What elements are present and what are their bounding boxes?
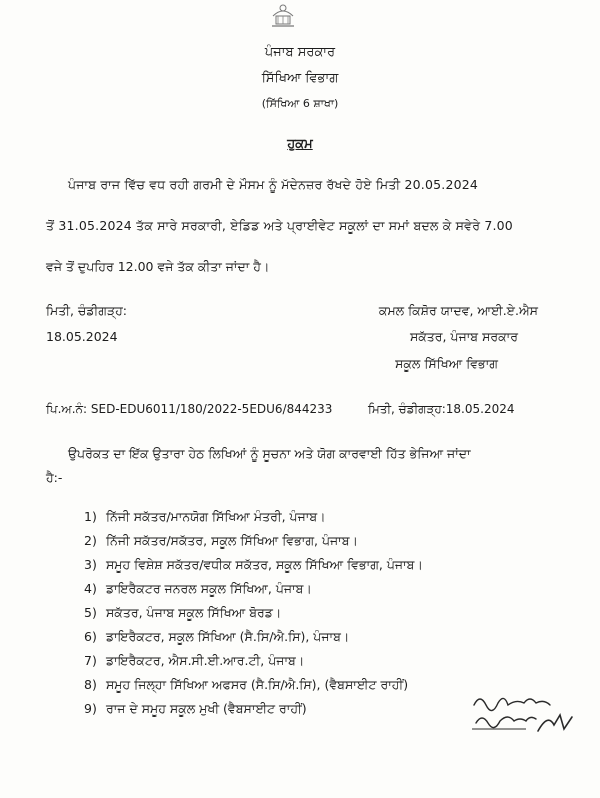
superintendent-signature-stamp [466,683,586,743]
list-item: 3) ਸਮੂਹ ਵਿਸ਼ੇਸ਼ ਸਕੱਤਰ/ਵਧੀਕ ਸਕੱਤਰ, ਸਕੂਲ ਸਿੱਖਿਆ ਵਿਭਾਗ, ਪੰਜਾਬ। [84,557,423,572]
order-body-line-3: ਵਜੇ ਤੋਂ ਦੁਪਹਿਰ 12.00 ਵਜੇ ਤੱਕ ਕੀਤਾ ਜਾਂਦਾ ਹੈ। [46,259,270,274]
list-item: 9) ਰਾਜ ਦੇ ਸਮੂਹ ਸਕੂਲ ਮੁਖੀ (ਵੈਬਸਾਈਟ ਰਾਹੀਂ) [84,701,307,716]
order-date: 18.05.2024 [46,329,118,344]
list-item: 7) ਡਾਇਰੈਕਟਰ, ਐਸ.ਸੀ.ਈ.ਆਰ.ਟੀ, ਪੰਜਾਬ। [84,653,305,668]
signatory-designation: ਸਕੱਤਰ, ਪੰਜਾਬ ਸਰਕਾਰ [409,329,518,344]
order-body-line-1: ਪੰਜਾਬ ਰਾਜ ਵਿੱਚ ਵਧ ਰਹੀ ਗਰਮੀ ਦੇ ਮੌਸਮ ਨੂੰ ਮੱਦੇਨਜ਼ਰ ਰੱਖਦੇ ਹੋਏ ਮਿਤੀ 20.05.2024 [68,177,479,192]
header-government: ਪੰਜਾਬ ਸਰਕਾਰ [264,45,336,60]
government-emblem-icon [263,2,303,32]
forwarding-text-line-2: ਹੈ:- [46,470,63,485]
list-item: 5) ਸਕੱਤਰ, ਪੰਜਾਬ ਸਕੂਲ ਸਿੱਖਿਆ ਬੋਰਡ। [84,605,282,620]
header-branch: (ਸਿੱਖਿਆ 6 ਸ਼ਾਖਾ) [261,97,339,110]
order-body-line-2: ਤੋਂ 31.05.2024 ਤੱਕ ਸਾਰੇ ਸਰਕਾਰੀ, ਏਡਿਡ ਅਤੇ ਪ੍ਰਾਈਵੇਟ ਸਕੂਲਾਂ ਦਾ ਸਮਾਂ ਬਦਲ ਕੇ ਸਵੇਰੇ 7.00 [46,218,513,233]
place-date-label: ਮਿਤੀ, ਚੰਡੀਗੜ੍ਹ: [46,303,128,318]
list-item: 6) ਡਾਇਰੈਕਟਰ, ਸਕੂਲ ਸਿੱਖਿਆ (ਸੈ.ਸਿ/ਐ.ਸਿ), ਪੰਜਾਬ। [84,629,350,644]
list-item: 1) ਨਿੱਜੀ ਸਕੱਤਰ/ਮਾਨਯੋਗ ਸਿੱਖਿਆ ਮੰਤਰੀ, ਪੰਜਾਬ। [84,509,326,524]
list-item: 4) ਡਾਇਰੈਕਟਰ ਜਨਰਲ ਸਕੂਲ ਸਿੱਖਿਆ, ਪੰਜਾਬ। [84,581,312,596]
signatory-department: ਸਕੂਲ ਸਿੱਖਿਆ ਵਿਭਾਗ [395,356,498,371]
endorsement-date: ਮਿਤੀ, ਚੰਡੀਗੜ੍ਹ:18.05.2024 [368,402,515,416]
list-item: 2) ਨਿੱਜੀ ਸਕੱਤਰ/ਸਕੱਤਰ, ਸਕੂਲ ਸਿੱਖਿਆ ਵਿਭਾਗ, ਪੰਜਾਬ। [84,533,358,548]
header-department: ਸਿੱਖਿਆ ਵਿਭਾਗ [261,71,339,86]
forwarding-text-line-1: ਉਪਰੋਕਤ ਦਾ ਇੱਕ ਉਤਾਰਾ ਹੇਠ ਲਿਖਿਆਂ ਨੂੰ ਸੂਚਨਾ ਅਤੇ ਯੋਗ ਕਾਰਵਾਈ ਹਿੱਤ ਭੇਜਿਆ ਜਾਂਦਾ [68,446,471,461]
list-item: 8) ਸਮੂਹ ਜਿਲ੍ਹਾ ਸਿੱਖਿਆ ਅਫਸਰ (ਸੈ.ਸਿ/ਐ.ਸਿ), (ਵੈਬਸਾਈਟ ਰਾਹੀਂ) [84,677,409,692]
endorsement-reference-number: ਪਿ.ਅ.ਨੰ: SED-EDU6011/180/2022-5EDU6/844233 [46,402,333,416]
order-heading: ਹੁਕਮ [287,137,313,152]
signatory-name: ਕਮਲ ਕਿਸ਼ੋਰ ਯਾਦਵ, ਆਈ.ਏ.ਐਸ [378,303,538,318]
recipients-list [84,505,423,721]
